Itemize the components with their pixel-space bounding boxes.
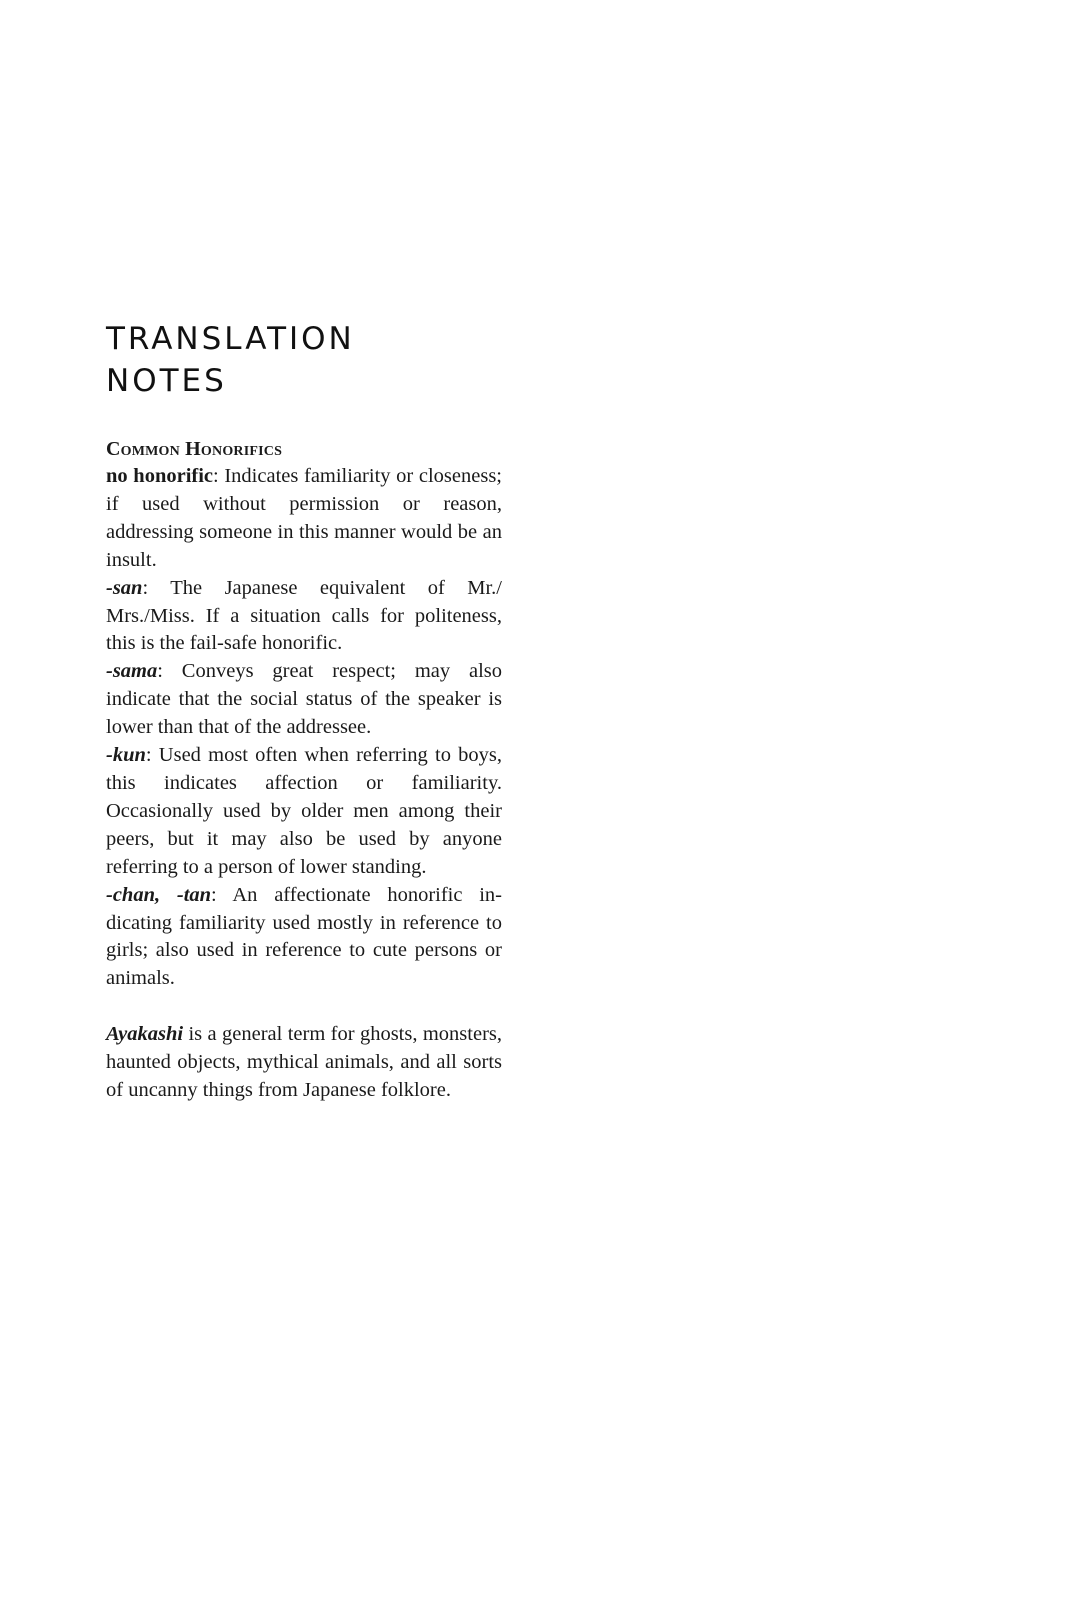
entry-definition: Used most often when referring to boys, this indicates affection or familiarity. Occasionally used by older men among their peers, but it may also be used by anyone referring to a person of lower standing. [106,744,502,878]
translation-notes-page [106,318,502,1105]
honorific-entry [106,575,502,659]
entry-separator: : [211,883,217,906]
entry-definition: The Japanese equivalent of Mr./ Mrs./Miss. If a situation calls for politeness, this is the fail-safe honorific. [106,576,502,655]
page-title [106,318,502,402]
entry-term: -sama [106,660,158,683]
ayakashi-definition: is a general term for ghosts, monsters, haunted objects, mythical animals, and all sorts of uncanny things from Japanese folklore. [106,1023,502,1102]
ayakashi-note [106,1021,502,1105]
entry-term: -kun [106,744,146,767]
entry-separator: : [145,744,152,767]
entry-term: -san [106,576,143,599]
entry-definition: Indicates familiarity or closeness; if used without permission or reason, addressing someone in this manner would be an insult. [106,465,502,571]
entry-separator: : [213,465,219,487]
ayakashi-term: Ayakashi [106,1023,184,1046]
entry-separator: : [157,660,163,683]
paragraph-spacer [106,993,502,1021]
honorific-entry [106,882,502,994]
entry-term: -chan, -tan [106,883,212,906]
honorific-entry [106,658,502,742]
entry-definition: Conveys great respect; may also indicate that the social status of the speaker is lower than that of the addressee. [106,660,502,739]
entry-separator: : [142,576,149,599]
entry-term: no honorific [106,465,214,487]
entry-definition: An affectionate honorific indicating familiarity used mostly in reference to girls; also used in reference to cute persons or animals. [106,883,502,990]
title-line-1: TRANSLATION [106,321,355,357]
title-line-2: NOTES [106,363,227,399]
section-heading: Common Honorifics [106,438,283,460]
honorific-entry [106,742,502,882]
honorific-entry [106,463,502,575]
